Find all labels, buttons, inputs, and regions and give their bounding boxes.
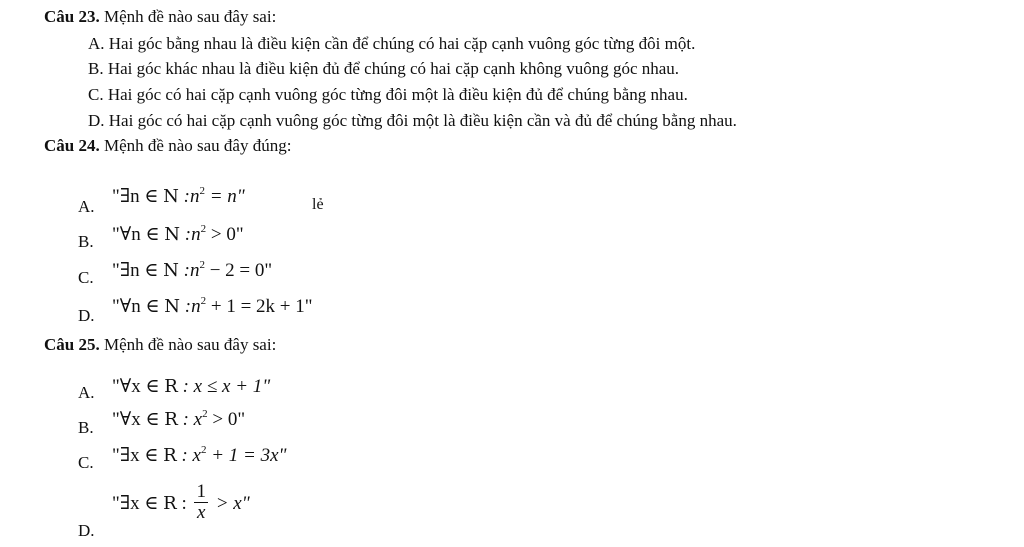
question-23-option-a: A. Hai góc bằng nhau là điều kiện cần để chúng có hai cặp cạnh vuông góc từng đôi một. (88, 34, 696, 53)
question-24-letter-b: B. (78, 232, 94, 251)
question-25-number: Câu 25. (44, 335, 100, 354)
question-23-prompt: Mệnh đề nào sau đây sai: (99, 7, 277, 26)
question-24-number: Câu 24. (44, 136, 100, 155)
question-25-formula-a: "∀x ∈ R : x ≤ x + 1" (112, 376, 271, 397)
question-24-letter-a: A. (78, 197, 95, 216)
question-24-letter-c: C. (78, 268, 94, 287)
question-25-letter-c: C. (78, 453, 94, 472)
question-23-option-c: C. Hai góc có hai cặp cạnh vuông góc từng đôi một là điều kiện đủ để chúng bằng nhau. (88, 85, 688, 104)
fraction: $\frac{1}{x}$ (196, 481, 206, 523)
question-25-formula-b: "∀x ∈ R : $x^2 > 0$" (112, 407, 246, 430)
question-23-option-b: B. Hai góc khác nhau là điều kiện đủ để chúng có hai cặp cạnh không vuông góc nhau. (88, 59, 680, 78)
question-25-letter-a: A. (78, 383, 95, 402)
question-24-formula-d: "∀n ∈ N $:n^2 + 1 = 2k + 1$" (112, 294, 313, 317)
question-24-formula-a: "∃n ∈ N $:n^2 = n$" (112, 184, 245, 207)
question-25-letter-b: B. (78, 418, 94, 437)
question-24-formula-b: "∀n ∈ N $:n^2 > 0$" (112, 222, 244, 245)
question-24-letter-d: D. (78, 306, 95, 325)
question-25-formula-d: "∃x ∈ R : $\frac{1}{x}$ > x" (112, 481, 250, 523)
question-25-letter-d: D. (78, 521, 95, 540)
question-23-number: Câu 23. (44, 7, 100, 26)
question-25-title (44, 335, 276, 355)
question-24-formula-c: "∃n ∈ N $:n^2 - 2 = 0$" (112, 258, 273, 281)
question-23-title (44, 7, 276, 27)
handwritten-note: lẻ (312, 196, 324, 213)
question-24-prompt: Mệnh đề nào sau đây đúng: (99, 136, 292, 155)
question-23-option-d: D. Hai góc có hai cặp cạnh vuông góc từng đôi một là điều kiện cần và đủ để chúng bằng nhau. (88, 111, 737, 130)
question-25-prompt: Mệnh đề nào sau đây sai: (99, 335, 277, 354)
question-25-formula-c: "∃x ∈ R : $x^2 + 1 = 3x$" (112, 443, 287, 466)
question-24-title (44, 136, 291, 156)
